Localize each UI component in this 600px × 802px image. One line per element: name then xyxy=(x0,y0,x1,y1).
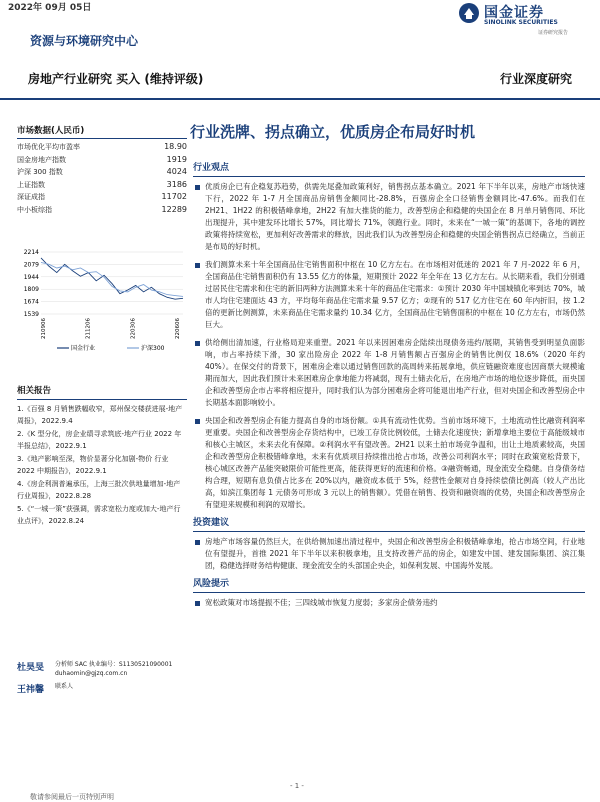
x-tick-label: 211206 xyxy=(85,318,92,339)
x-tick-label: 220606 xyxy=(175,318,181,339)
report-header-band xyxy=(0,60,600,100)
company-logo xyxy=(458,0,598,40)
analyst-row xyxy=(17,660,187,678)
page-number: - 1 - xyxy=(290,782,304,790)
bullet-paragraph: 央国企和改善型房企有能力提高自身的市场份额。①具有流动性优势。当前市场环境下，土地流动性比融资利润率更重要。央国企和改善型房企存货结构中，已竣工存货比例较低，土储去化速度快；新增拿地主要位于高能级城市和核心主城区，未来去化有保障。②利润水平有望改善。2H21 以来土拍市场竞争温和，出让土地质素较高，央国企和改善型房企积极错峰拿地，未来有优质项目持续推出抢占市场，改善公司利润水平；同时在政策宽松背景下，核心城区改善产品能突破限价可能性更高，能获得更好的流速和价格。③融资畅通，现金流安全稳健。自身债务结构合理，短期有息负债占比多在 20%以内，融资成本低于 5%，经营性金额对自身持续偿债比例高（较人产出比高，如滨江集团每 1 元债务可形成 3 元以上的销售额）。凭借在销售、投资和融资端的优势，央国企和改善型房企有望迎来规模和利润的双增长。 xyxy=(193,415,585,511)
bullet-paragraph: 供给侧出清加速，行业格局迎来重塑。2021 年以来因困难房企陆续出现债务违约/展期，其销售受到明显负面影响，市占率持续下滑，30 家出险房企 2022 年 1-8 月销售额占百强房企的销售比例仅 18.6%（2020 年约 40%）。在保交付的背景下，困难房企难以通过销售回款的高周转来拓展拿地，供应链融资难度也因商票大规模逾期而加大，因此我们预计未来困难房企拿地能力将减弱，现有土储去化后，在房地产市场的地位逐步降低，而央国企和改善型房企市占率将相应提升，同时我们认为部分困难房企将可能退出地产行业，但对央国企和改善型房企中长期基本面影响较小。 xyxy=(193,337,585,409)
company-subtitle: 证券研究报告 xyxy=(538,30,569,36)
bullet-paragraph: 房地产市场容量仍然巨大，在供给侧加速出清过程中，央国企和改善型房企积极错峰拿地，抢占市场空间，行业地位有望提升，首推 2021 年下半年以来积极拿地，且支持改善产品的房企，如建发中国、建发国际集团、滨江集团，稳健选择财务结构健康、现金流安全的头部国企央企，如保利发展、中国海外发展。 xyxy=(193,536,585,572)
risk-heading: 风险提示 xyxy=(193,578,585,593)
legend-label: 沪深300 xyxy=(141,345,165,352)
logo-icon xyxy=(458,2,480,24)
market-data-heading: 市场数据(人民币) xyxy=(17,124,187,139)
company-name-en: SINOLINK SECURITIES xyxy=(484,19,558,26)
market-data-label: 中小板综指 xyxy=(17,205,52,214)
main-content xyxy=(193,158,585,615)
related-report-item[interactable]: 4.《房企利润普遍承压，上海三批次供地量增加-地产行业周报》，2022.8.28 xyxy=(17,480,181,500)
report-type: 行业深度研究 xyxy=(499,72,572,86)
invest-heading: 投资建议 xyxy=(193,517,585,532)
analyst-panel xyxy=(17,660,187,699)
analyst-name: 杜昊旻 xyxy=(17,663,45,673)
analyst-info xyxy=(55,682,73,695)
market-data-label: 上证指数 xyxy=(17,180,45,189)
market-data-panel xyxy=(17,124,187,216)
related-reports-panel xyxy=(17,385,187,528)
y-tick-label: 1809 xyxy=(23,286,39,294)
analyst-title: 分析师 SAC 执业编号：S1130521090001 xyxy=(55,661,173,668)
market-data-value: 12289 xyxy=(161,204,187,214)
y-tick-label: 1674 xyxy=(23,298,39,306)
series-line-1 xyxy=(41,262,183,296)
market-data-value: 18.90 xyxy=(164,142,187,151)
related-report-item[interactable]: 5.《“一城一策”获强调，需求宽松力度或加大-地产行业点评》，2022.8.24 xyxy=(17,505,181,525)
market-data-label: 市场优化平均市盈率 xyxy=(17,143,80,151)
related-report-item[interactable]: 2.《K 型分化，房企业绩寻求筑底-地产行业 2022 年半报总结》，2022.9.1 xyxy=(17,430,182,450)
analyst-email[interactable]: duhaomin@gjzq.com.cn xyxy=(55,670,128,677)
y-tick-label: 2214 xyxy=(23,249,39,256)
report-line: 房地产行业研究 买入 (维持评级) xyxy=(28,72,204,86)
market-data-label: 国金房地产指数 xyxy=(17,155,66,164)
bullet-paragraph: 优质房企已有企稳复苏趋势，供需先尾叠加政策利好，销售拐点基本确立。2021 年下半年以来，房地产市场快速下行，2022 年 1-7 月全国商品房销售金额同比-28.8%，百强房企全口径销售金额同比-47.6%。而我们在 2H21、1H22 的积极错峰拿地，2H22 有加大推货的能力，改善型房企和稳健的央国企在 8 月单月销售同、环比出现提升，其中建发环比增长 57%，同比增长 71%，领跑行业。同时，未来在“一城一策”的基调下，各地的调控政策将持续宽松，更加利好改善需求的释放，因此我们认为改善型房企和稳健的央国企销售拐点已经确立，当前正是布局的好时机。 xyxy=(193,181,585,253)
related-reports-heading: 相关报告 xyxy=(17,385,187,400)
bullet-paragraph: 宽松政策对市场提振不佳；三四线城市恢复力度弱；多家房企债务违约 xyxy=(193,597,585,609)
market-data-row xyxy=(17,154,187,167)
market-data-label: 沪深 300 指数 xyxy=(17,168,63,176)
market-data-row xyxy=(17,179,187,192)
legend-label: 国金行业 xyxy=(71,345,96,352)
analyst-name: 王祎馨 xyxy=(17,685,45,695)
market-data-label: 深证成指 xyxy=(17,193,45,201)
analyst-row xyxy=(17,682,187,695)
related-report-item[interactable]: 3.《地产影响至深，物价显著分化加剧-物价 行业 2022 中期报告》，2022.9.1 xyxy=(17,455,169,475)
view-heading: 行业观点 xyxy=(193,162,585,177)
analyst-title: 联系人 xyxy=(55,683,74,690)
market-data-value: 1919 xyxy=(166,154,187,164)
market-data-row xyxy=(17,166,187,179)
index-chart xyxy=(17,244,187,354)
page-title: 行业洗牌、拐点确立，优质房企布局好时机 xyxy=(190,123,476,141)
x-tick-label: 210906 xyxy=(41,318,47,339)
market-data-value: 3186 xyxy=(166,179,187,189)
bullet-paragraph: 我们测算未来十年全国商品住宅销售面积中枢在 10 亿方左右。在市场相对低迷的 2021 年 7 月-2022 年 6 月，全国商品住宅销售面积仍有 13.55 亿方的体量，短期预计 2022 年全年在 13 亿方左右。从长期来看，我们分别通过居民住宅需求和住宅的新旧两种方法测算未来十年的商品住宅需求：①预计 2030 年中国城镇化率到达 70%，城市人均住宅建面达 43 方，平均每年商品住宅需求量 9.57 亿方；②现有的 517 亿方住宅在 60 年内折旧，按 1.2 倍的更新比例测算，未来商品住宅需求量约 10.34 亿方，全国商品住宅销售面积的中枢在 10 亿方左右，市场仍然巨大。 xyxy=(193,259,585,331)
market-data-value: 4024 xyxy=(166,167,187,176)
footer-disclaimer: 敬请参阅最后一页特别声明 xyxy=(30,793,114,801)
research-center: 资源与环境研究中心 xyxy=(30,34,139,48)
related-report-item[interactable]: 1.《百强 8 月销售跌幅收窄，郑州保交楼获进展-地产周报》，2022.9.4 xyxy=(17,405,183,425)
market-data-value: 11702 xyxy=(161,192,187,201)
y-tick-label: 2079 xyxy=(23,261,39,269)
report-date: 2022年 09月 05日 xyxy=(8,3,92,13)
y-tick-label: 1539 xyxy=(23,311,39,318)
market-data-row xyxy=(17,191,187,204)
market-data-row xyxy=(17,204,187,217)
x-tick-label: 220306 xyxy=(130,318,137,339)
market-data-row xyxy=(17,141,187,154)
y-tick-label: 1944 xyxy=(23,273,39,281)
analyst-info xyxy=(55,660,172,678)
company-name-cn: 国金证券 xyxy=(484,5,544,21)
